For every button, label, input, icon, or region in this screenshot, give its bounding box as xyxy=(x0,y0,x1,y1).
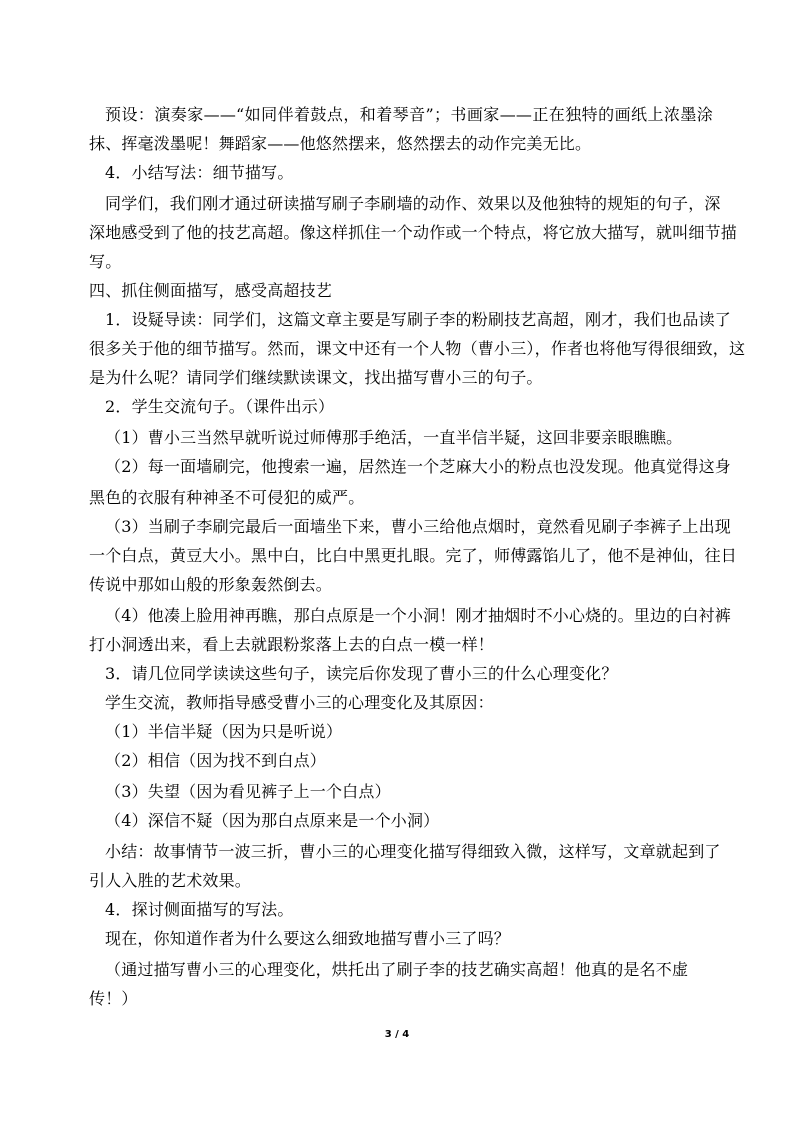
text-line: 一个白点，黄豆大小。黑中白，比白中黑更扎眼。完了，师傅露馅儿了，他不是神仙，往日 xyxy=(89,546,738,565)
section-heading: 四、抓住侧面描写，感受高超技艺 xyxy=(89,281,333,300)
text-line: 传！） xyxy=(89,989,138,1008)
text-line: 4．探讨侧面描写的写法。 xyxy=(105,900,294,919)
text-line: 写。 xyxy=(89,252,122,271)
text-line: 学生交流，教师指导感受曹小三的心理变化及其原因： xyxy=(105,693,494,712)
text-line: 引人入胜的艺术效果。 xyxy=(89,871,252,890)
list-item: （3）失望（因为看见裤子上一个白点） xyxy=(105,782,391,801)
text-line: 1．设疑导读：同学们，这篇文章主要是写刷子李的粉刷技艺高超，刚才，我们也品读了 xyxy=(105,310,731,329)
list-item: （4）深信不疑（因为那白点原来是一个小洞） xyxy=(105,811,440,830)
text-line: 是为什么呢？请同学们继续默读课文，找出描写曹小三的句子。 xyxy=(89,368,543,387)
text-line: 现在，你知道作者为什么要这么细致地描写曹小三了吗？ xyxy=(105,929,511,948)
text-line: 很多关于他的细节描写。然而，课文中还有一个人物（曹小三），作者也将他写得很细致，这 xyxy=(89,339,746,358)
text-line: 抹、挥毫泼墨呢！舞蹈家——他悠然摆来，悠然摆去的动作完美无比。 xyxy=(89,134,592,153)
list-item: （2）相信（因为找不到白点） xyxy=(105,751,326,770)
text-line: （2）每一面墙刷完，他搜索一遍，居然连一个芝麻大小的粉点也没发现。他真觉得这身 xyxy=(105,457,731,476)
text-line: 2．学生交流句子。（课件出示） xyxy=(105,397,335,416)
text-line: （1）曹小三当然早就听说过师傅那手绝活，一直半信半疑，这回非要亲眼瞧瞧。 xyxy=(105,428,683,447)
text-line: 3．请几位同学读读这些句子，读完后你发现了曹小三的什么心理变化？ xyxy=(105,664,618,683)
text-line: 同学们，我们刚才通过研读描写刷子李刷墙的动作、效果以及他独特的规矩的句子，深 xyxy=(105,194,721,213)
text-line: 黑色的衣服有种神圣不可侵犯的威严。 xyxy=(89,488,365,507)
text-line: 预设：演奏家——“如同伴着鼓点，和着琴音”；书画家——正在独特的画纸上浓墨涂 xyxy=(105,105,713,124)
text-line: 打小洞透出来，看上去就跟粉浆落上去的白点一模一样！ xyxy=(89,635,495,654)
text-line: （通过描写曹小三的心理变化，烘托出了刷子李的技艺确实高超！他真的是名不虚 xyxy=(105,960,689,979)
page-number: 3 / 4 xyxy=(384,1029,410,1040)
text-line: 传说中那如山般的形象轰然倒去。 xyxy=(89,575,333,594)
text-line: 4．小结写法：细节描写。 xyxy=(105,163,294,182)
text-line: 小结：故事情节一波三折，曹小三的心理变化描写得细致入微，这样写，文章就起到了 xyxy=(105,842,721,861)
list-item: （1）半信半疑（因为只是听说） xyxy=(105,722,343,741)
text-line: （3）当刷子李刷完最后一面墙坐下来，曹小三给他点烟时，竟然看见刷子李裤子上出现 xyxy=(105,517,731,536)
text-line: （4）他凑上脸用神再瞧，那白点原是一个小洞！刚才抽烟时不小心烧的。里边的白衬裤 xyxy=(105,606,731,625)
text-line: 深地感受到了他的技艺高超。像这样抓住一个动作或一个特点，将它放大描写，就叫细节描 xyxy=(89,223,738,242)
